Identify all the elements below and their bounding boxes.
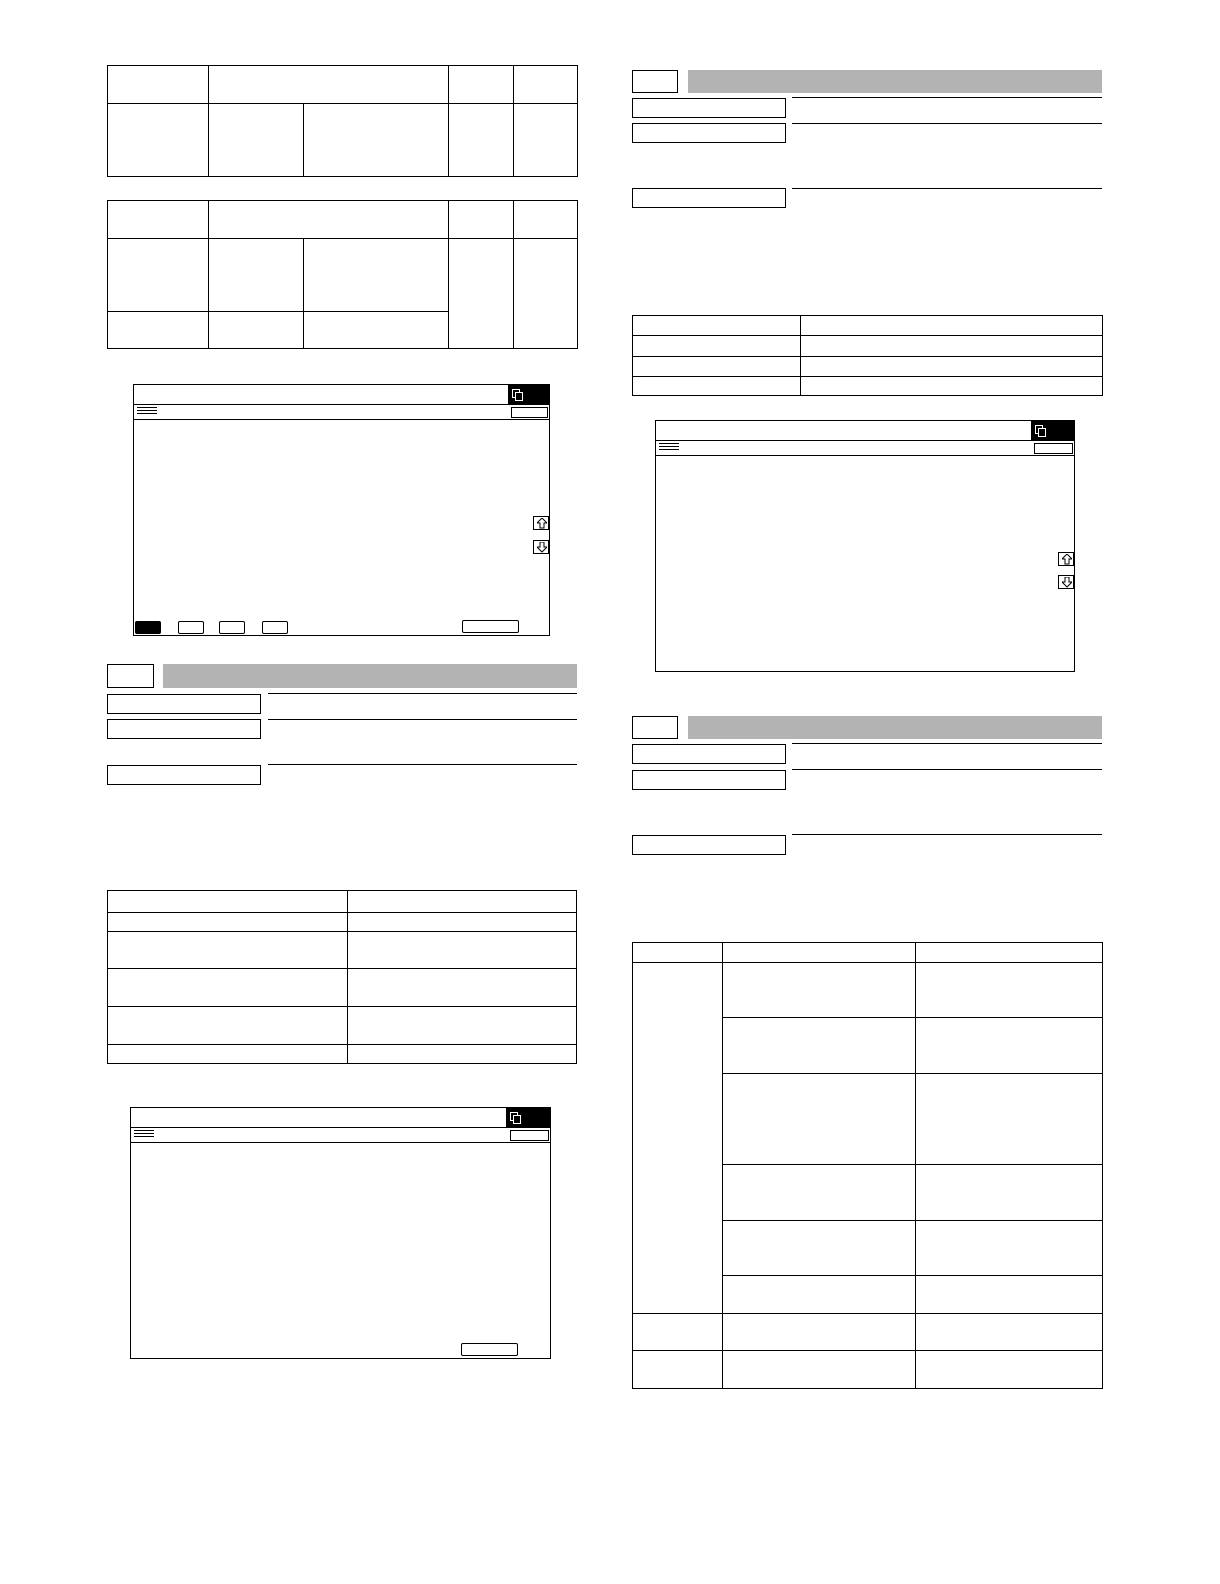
copy-mode-icon: [1035, 425, 1045, 435]
scroll-up-button[interactable]: [533, 516, 549, 530]
lcd-screen-1: [133, 384, 550, 636]
lcd-screen-2: [130, 1107, 551, 1359]
table-5-col-divider: [722, 942, 723, 1389]
table-5-row-divider: [722, 1073, 1103, 1074]
table-2-col-divider: [208, 200, 209, 349]
screen-1-tab[interactable]: [262, 621, 288, 634]
table-5-row-divider: [722, 1220, 1103, 1221]
spec-table-1: [107, 65, 578, 177]
screen-2-title-badge: [506, 1107, 550, 1127]
table-5-col-divider: [915, 942, 916, 1389]
item-label-function: [632, 770, 786, 790]
item-rule: [268, 719, 577, 720]
screen-3-ok-button[interactable]: [1034, 443, 1073, 454]
table-1-col-divider: [448, 65, 449, 177]
table-3-row-divider: [107, 968, 577, 969]
item-label-operation: [107, 765, 261, 785]
item-rule: [792, 834, 1102, 835]
table-5-row-divider: [632, 1313, 1103, 1314]
item-label-function: [107, 719, 261, 739]
item-rule: [792, 188, 1102, 189]
screen-2-subtitle-divider: [131, 1142, 550, 1143]
spec-table-3: [107, 890, 577, 1064]
table-2-col-divider: [303, 238, 304, 349]
item-label-function: [632, 123, 786, 143]
menu-icon[interactable]: [659, 441, 679, 455]
table-2-col-divider: [513, 200, 514, 349]
screen-1-subtitle-divider: [134, 419, 549, 420]
table-2-header-divider: [107, 238, 578, 239]
table-1-col-divider: [303, 103, 304, 177]
up-arrow-icon: [537, 518, 547, 529]
section-title-bar: [163, 664, 577, 688]
screen-1-title-badge: [508, 384, 550, 404]
menu-icon[interactable]: [134, 1128, 154, 1142]
table-1-header-divider: [107, 103, 578, 104]
scroll-down-button[interactable]: [533, 540, 549, 554]
table-5-row-divider: [722, 1164, 1103, 1165]
lcd-screen-3: [655, 420, 1075, 672]
table-3-col-divider: [347, 890, 348, 1064]
screen-1-ok-button[interactable]: [511, 407, 548, 418]
table-4-row-divider: [632, 335, 1103, 336]
menu-icon[interactable]: [137, 405, 157, 419]
screen-2-title-divider: [131, 1127, 550, 1128]
section-title-bar: [688, 70, 1102, 93]
screen-1-title-divider: [134, 404, 549, 405]
screen-3-subtitle-divider: [656, 455, 1074, 456]
screen-1-execute-button[interactable]: [462, 620, 519, 633]
table-4-row-divider: [632, 356, 1103, 357]
table-5-row-divider: [722, 1275, 1103, 1276]
item-label-operation: [632, 835, 786, 855]
screen-1-tab-selected[interactable]: [135, 621, 161, 634]
copy-mode-icon: [512, 389, 522, 399]
item-rule: [792, 97, 1102, 98]
table-4-row-divider: [632, 376, 1103, 377]
table-5-row-divider: [722, 1017, 1103, 1018]
table-2-row-divider: [107, 311, 448, 312]
table-3-row-divider: [107, 912, 577, 913]
down-arrow-icon: [537, 542, 547, 553]
spec-table-5: [632, 942, 1103, 1389]
screen-2-execute-button[interactable]: [461, 1343, 518, 1356]
screen-2-ok-button[interactable]: [510, 1130, 549, 1141]
item-rule: [792, 123, 1102, 124]
table-3-row-divider: [107, 931, 577, 932]
screen-3-title-badge: [1031, 420, 1075, 440]
item-label-purpose: [632, 744, 786, 764]
item-label-operation: [632, 188, 786, 208]
section-number-box: [107, 664, 154, 688]
item-rule: [268, 693, 577, 694]
item-rule: [268, 764, 577, 765]
scroll-up-button[interactable]: [1058, 552, 1074, 566]
screen-1-tab[interactable]: [219, 621, 245, 634]
item-label-purpose: [107, 694, 261, 714]
up-arrow-icon: [1062, 554, 1072, 565]
item-label-purpose: [632, 98, 786, 118]
down-arrow-icon: [1062, 577, 1072, 588]
section-number-box: [632, 70, 678, 93]
section-title-bar: [688, 716, 1102, 739]
scroll-down-button[interactable]: [1058, 575, 1074, 589]
table-1-col-divider: [208, 65, 209, 177]
section-number-box: [632, 716, 678, 739]
screen-3-title-divider: [656, 440, 1074, 441]
spec-table-2: [107, 200, 578, 349]
table-2-col-divider: [448, 200, 449, 349]
item-rule: [792, 769, 1102, 770]
screen-1-tab[interactable]: [178, 621, 204, 634]
copy-mode-icon: [510, 1112, 520, 1122]
table-5-header-divider: [632, 962, 1103, 963]
table-1-col-divider: [513, 65, 514, 177]
item-rule: [792, 743, 1102, 744]
table-5-row-divider: [632, 1350, 1103, 1351]
table-3-row-divider: [107, 1006, 577, 1007]
table-3-row-divider: [107, 1044, 577, 1045]
